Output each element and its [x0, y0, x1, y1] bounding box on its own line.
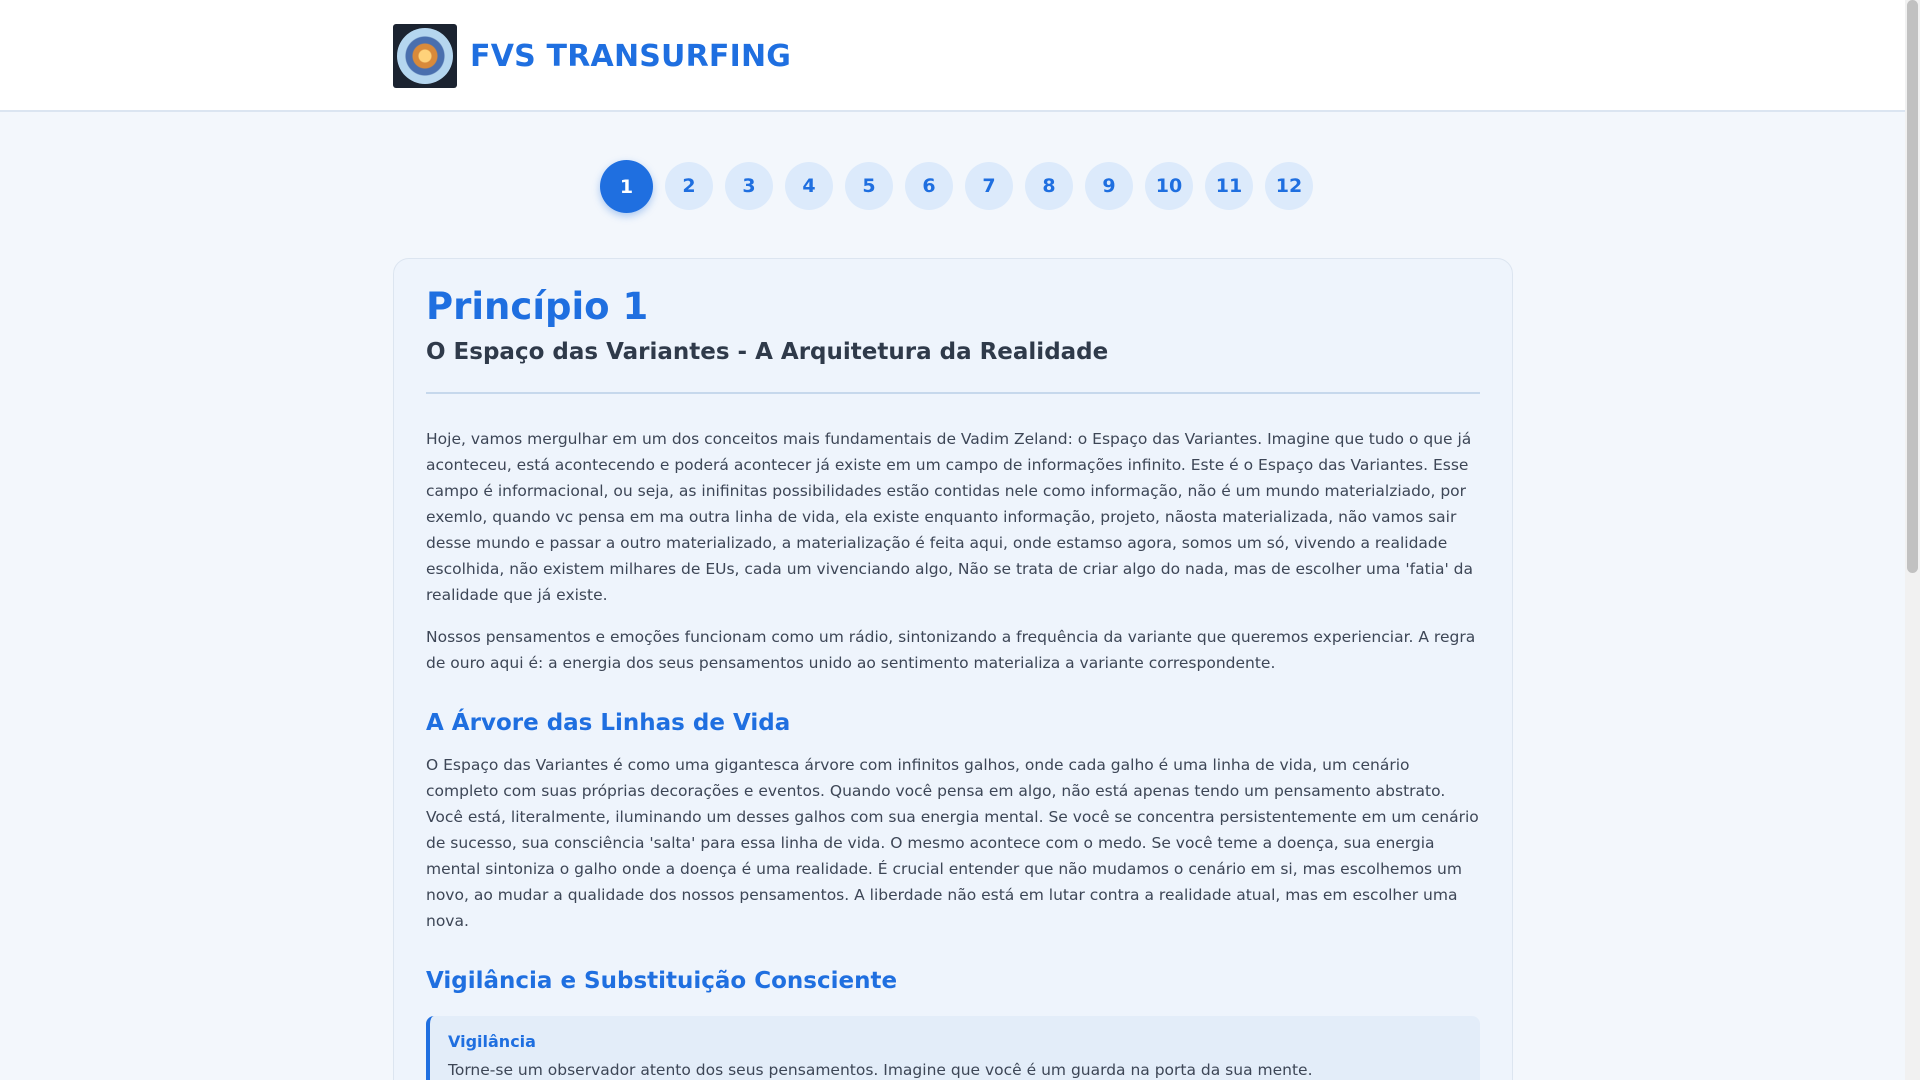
page-button-12[interactable]: 12: [1265, 162, 1313, 210]
page-button-8[interactable]: 8: [1025, 162, 1073, 210]
page-button-5[interactable]: 5: [845, 162, 893, 210]
brand-title[interactable]: FVS TRANSURFING: [470, 38, 792, 74]
page-button-4[interactable]: 4: [785, 162, 833, 210]
vertical-scrollbar[interactable]: [1905, 0, 1920, 1080]
page-button-6[interactable]: 6: [905, 162, 953, 210]
intro-paragraph-2: Nossos pensamentos e emoções funcionam como um rádio, sintonizando a frequência da variante que queremos experienciar. A regra de ouro aqui é: a energia dos seus pensamentos unido ao sentimento materializa a variante correspondente.: [426, 628, 1476, 672]
page-button-10[interactable]: 10: [1145, 162, 1193, 210]
title-divider: [426, 392, 1480, 394]
page-button-11[interactable]: 11: [1205, 162, 1253, 210]
page-button-7[interactable]: 7: [965, 162, 1013, 210]
page-button-3[interactable]: 3: [725, 162, 773, 210]
callout-text: Torne-se um observador atento dos seus pensamentos. Imagine que você é um guarda na porta da sua mente.: [448, 1061, 1313, 1079]
logo: [393, 24, 457, 88]
page-button-2[interactable]: 2: [665, 162, 713, 210]
principle-title: Princípio 1: [426, 285, 649, 328]
principle-pagination: [0, 160, 1905, 213]
section-heading-vigilance: Vigilância e Substituição Consciente: [426, 968, 898, 994]
site-header: [0, 0, 1905, 112]
intro-paragraph-1: Hoje, vamos mergulhar em um dos conceitos mais fundamentais de Vadim Zeland: o Espaço das Variantes. Imagine que tudo o que já aconteceu, está acontecendo e poderá acontecer já existe em um campo de informações infinito. Este é o Espaço das Variantes. Esse campo é informacional, ou seja, as inifinitas possibilidades estão contidas nele como informação, não é um mundo materialziado, por exemlo, quando vc pensa em ma outra linha de vida, ela existe enquanto informação, projeto, nãosta materializada, não vamos sair desse mundo e passar a outro materializado, a materialização é feita aqui, onde estamso agora, somos um só, vivendo a realidade escolhida, não existem milhares de EUs, cada um vivenciando algo, Não se trata de criar algo do nada, mas de escolher uma 'fatia' da realidade que já existe.: [426, 430, 1473, 604]
page-button-1[interactable]: 1: [600, 160, 653, 213]
principle-subtitle: O Espaço das Variantes - A Arquitetura da Realidade: [426, 339, 1109, 365]
logo-lettering: [393, 24, 457, 88]
section-heading-tree: A Árvore das Linhas de Vida: [426, 710, 791, 736]
principle-card: [393, 258, 1513, 1080]
callout-title: Vigilância: [448, 1032, 536, 1051]
callout-vigilance: [426, 1016, 1480, 1080]
scrollbar-thumb[interactable]: [1907, 0, 1918, 573]
section-paragraph-tree: O Espaço das Variantes é como uma gigantesca árvore com infinitos galhos, onde cada galho é uma linha de vida, um cenário completo com suas próprias decorações e eventos. Quando você pensa em algo, não está apenas tendo um pensamento abstrato. Você está, literalmente, iluminando um desses galhos com sua energia mental. Se você se concentra persistentemente em um cenário de sucesso, sua consciência 'salta' para essa linha de vida. O mesmo acontece com o medo. Se você teme a doença, sua energia mental sintoniza o galho onde a doença é uma realidade. É crucial entender que não mudamos o cenário em si, mas escolhemos um novo, ao mudar a qualidade dos nossos pensamentos. A liberdade não está em lutar contra a realidade atual, mas em escolher uma nova.: [426, 756, 1479, 930]
page-button-9[interactable]: 9: [1085, 162, 1133, 210]
brand[interactable]: [393, 24, 791, 88]
